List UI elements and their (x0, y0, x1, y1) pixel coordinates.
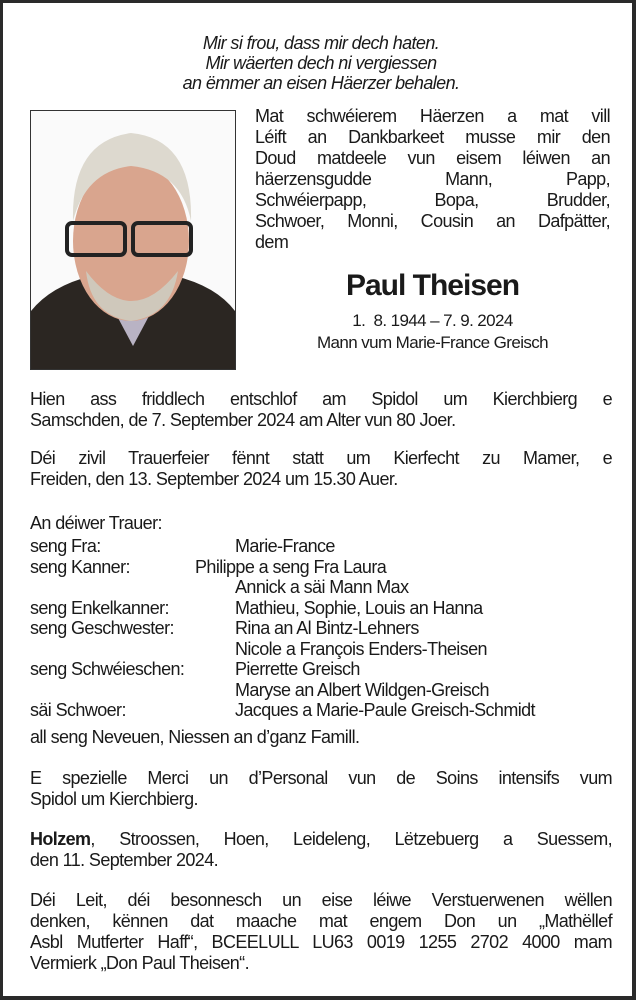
mourner-label: seng Kanner: (30, 556, 130, 577)
donation-paragraph: Déi Leit, déi besonnesch un eise léiwe Verstuerwenen wëllen (30, 890, 612, 910)
intro-line: dem (255, 232, 289, 252)
intro-line: Doud matdeele vun eisem léiwen an (255, 148, 610, 168)
mourner-value: Jacques a Marie-Paule Greisch-Schmidt (235, 700, 535, 720)
mourner-value: Mathieu, Sophie, Louis an Hanna (235, 597, 483, 618)
mourners-heading: An déiwer Trauer: (30, 513, 162, 533)
intro-line: Schwéierpapp, Bopa, Brudder, (255, 190, 610, 210)
mourner-label: säi Schwoer: (30, 700, 126, 720)
spouse-line: Mann vum Marie-France Greisch (316, 333, 549, 352)
donation-paragraph: denken, kënnen dat maache mat engem Don un „Mathëllef (30, 911, 612, 931)
deceased-name: Paul Theisen (345, 269, 520, 302)
mourner-value: Marie-France (235, 536, 335, 556)
thanks-paragraph: E spezielle Merci un d’Personal vun de Soins intensifs vum (30, 768, 612, 788)
family-line: all seng Neveuen, Niessen an d’ganz Famill. (30, 727, 360, 747)
mourner-label: seng Fra: (30, 536, 101, 556)
intro-line: Léift an Dankbarkeet musse mir den (255, 127, 610, 147)
mourner-label: seng Schwéieschen: (30, 659, 185, 679)
mourner-value: Maryse an Albert Wildgen-Greisch (235, 679, 489, 700)
quote-line: Mir wäerten dech ni vergiessen (205, 53, 437, 73)
death-paragraph: Hien ass friddlech entschlof am Spidol um Kierchbierg e (30, 389, 612, 409)
ceremony-paragraph: Déi zivil Trauerfeier fënnt statt um Kierfecht zu Mamer, e (30, 448, 612, 468)
intro-line: Schwoer, Monni, Cousin an Dafpätter, (255, 211, 610, 231)
mourner-label: seng Enkelkanner: (30, 597, 169, 618)
quote-line: an ëmmer an eisen Häerzer behalen. (182, 73, 460, 93)
donation-paragraph: Vermierk „Don Paul Theisen“. (30, 953, 249, 973)
mourner-value: Annick a säi Mann Max (235, 577, 409, 597)
place-line (30, 829, 612, 849)
mourner-value: Rina an Al Bintz-Lehners (235, 618, 419, 638)
place-bold: Holzem (30, 829, 91, 849)
thanks-paragraph: Spidol um Kierchbierg. (30, 789, 198, 809)
portrait-photo (30, 110, 236, 370)
mourner-value: Pierrette Greisch (235, 659, 360, 679)
intro-line: häerzensgudde Mann, Papp, (255, 169, 610, 189)
place-date: den 11. September 2024. (30, 850, 219, 870)
quote-line: Mir si frou, dass mir dech haten. (202, 33, 440, 53)
mourner-value: Nicole a François Enders-Theisen (235, 638, 487, 659)
mourner-value: Philippe a seng Fra Laura (195, 556, 387, 577)
intro-line: Mat schwéierem Häerzen a mat vill (255, 106, 610, 126)
mourner-label: seng Geschwester: (30, 618, 174, 638)
place-rest: , Stroossen, Hoen, Leideleng, Lëtzebuerg a Suessem, (90, 829, 612, 849)
death-paragraph: Samschden, de 7. September 2024 am Alter vun 80 Joer. (30, 410, 456, 430)
life-dates: 1. 8. 1944 – 7. 9. 2024 (352, 311, 513, 330)
ceremony-paragraph: Freiden, den 13. September 2024 um 15.30 Auer. (30, 469, 398, 489)
donation-paragraph: Asbl Mutferter Haff“, BCEELULL LU63 0019 1255 2702 4000 mam (30, 932, 612, 952)
